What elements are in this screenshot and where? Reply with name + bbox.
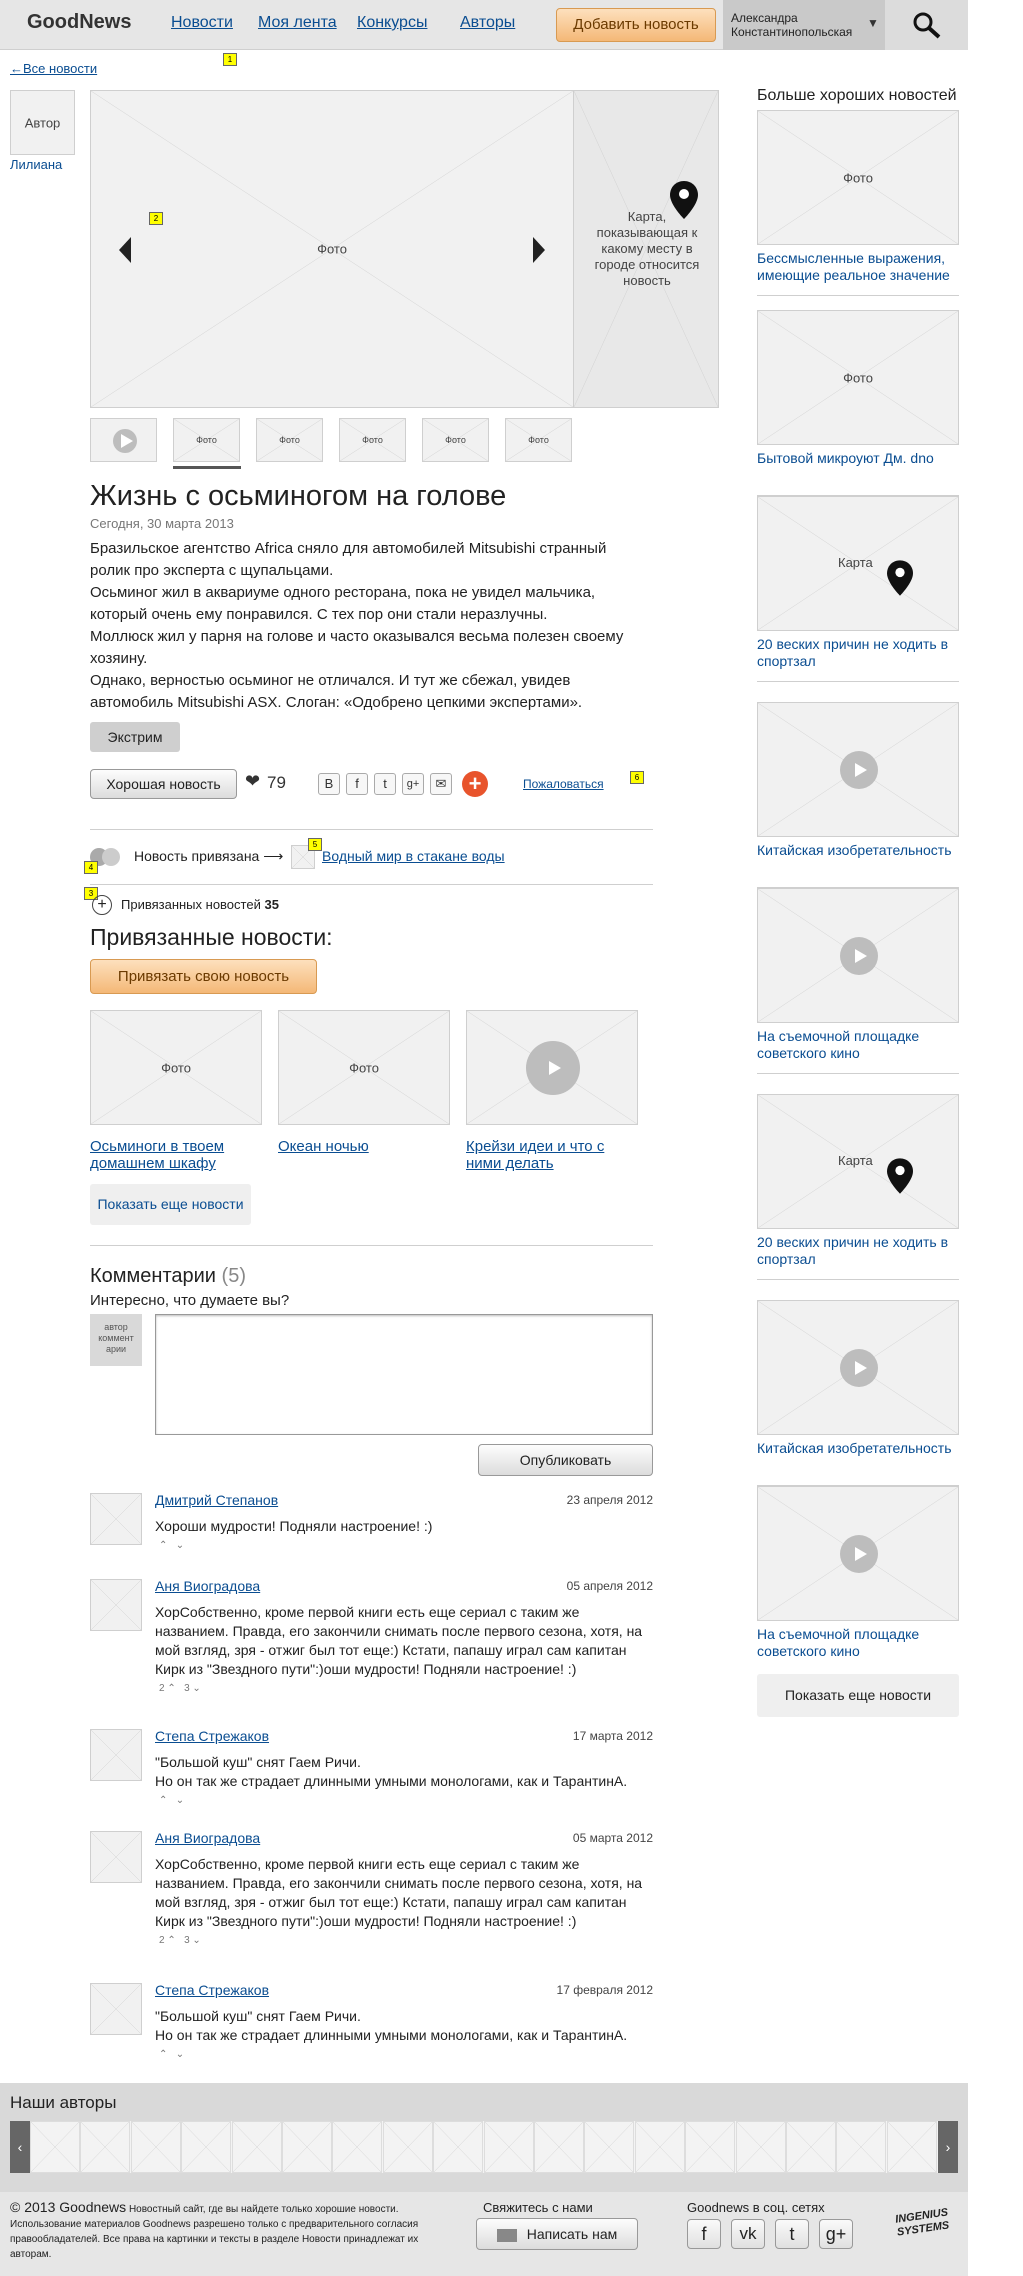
gallery-thumb[interactable] (422, 418, 489, 462)
comments-prompt: Интересно, что думаете вы? (90, 1292, 290, 1309)
search-button[interactable] (885, 0, 968, 50)
gallery-thumb[interactable] (339, 418, 406, 462)
commenter-avatar[interactable] (90, 1493, 142, 1545)
write-us-button[interactable] (476, 2218, 638, 2250)
play-icon (840, 937, 878, 975)
divider (90, 1245, 653, 1246)
commenter-avatar[interactable] (90, 1579, 142, 1631)
author-thumb[interactable] (131, 2121, 181, 2173)
authors-heading: Наши авторы (10, 2093, 117, 2112)
divider (90, 884, 653, 885)
add-binding-icon[interactable]: + (92, 895, 112, 915)
commenter-name[interactable]: Степа Стрежаков (155, 1728, 270, 1744)
envelope-icon (497, 2229, 517, 2242)
nav-contests[interactable]: Конкурсы (357, 14, 428, 31)
linked-count-value: 35 (264, 897, 279, 912)
divider (757, 295, 959, 296)
linked-heading: Привязанные новости: (90, 924, 333, 950)
article-paragraph: Бразильское агентство Africa сняло для автомобилей Mitsubishi странный ролик про эксперта с щупальцами. (90, 540, 607, 579)
comments-count: (5) (221, 1265, 246, 1287)
divider (757, 1279, 959, 1280)
sidebar-news-title[interactable]: 20 веских причин не ходить в спортзал (757, 636, 949, 669)
nav-news[interactable]: Новости (171, 14, 233, 31)
commenter-name[interactable]: Аня Виоградова (155, 1578, 261, 1594)
downvote-icon[interactable]: ⌄ (175, 1795, 185, 1806)
logo[interactable]: GoodNews (27, 11, 132, 33)
commenter-name[interactable]: Аня Виоградова (155, 1830, 261, 1846)
photo-label: Фото (843, 370, 873, 385)
author-thumb[interactable] (685, 2121, 735, 2173)
downvote-icon[interactable]: ⌄ (175, 1540, 185, 1551)
upvote-icon[interactable]: ⌃ (159, 2049, 168, 2060)
linked-news-video[interactable] (466, 1010, 638, 1125)
sidebar-news-map[interactable] (757, 1094, 959, 1229)
downvote-icon[interactable]: ⌄ (175, 2049, 185, 2060)
likes-count: 79 (267, 773, 286, 792)
heart-icon[interactable]: ❤ (245, 771, 261, 791)
copyright: © 2013 Goodnews (10, 2199, 127, 2215)
commenter-name[interactable]: Степа Стрежаков (155, 1982, 270, 1998)
sidebar-news-video[interactable] (757, 1300, 959, 1435)
note-3: 3 (84, 887, 98, 900)
linked-news-title[interactable]: Крейзи идеи и что с ними делать (466, 1138, 605, 1172)
twitter-share-icon[interactable]: t (374, 773, 396, 795)
sidebar-news-photo[interactable] (757, 310, 959, 445)
social-heading: Goodnews в соц. сетях (687, 2200, 825, 2215)
map-label: Карта (838, 1153, 873, 1168)
upvote-count: 2 (159, 1935, 165, 1946)
map-label: Карта (838, 555, 873, 570)
author-thumb[interactable] (80, 2121, 130, 2173)
comment-votes[interactable] (159, 1540, 184, 1551)
author-thumb[interactable] (484, 2121, 534, 2173)
twitter-icon[interactable]: t (775, 2219, 809, 2249)
author-thumb[interactable] (836, 2121, 886, 2173)
linked-news-photo[interactable] (278, 1010, 450, 1125)
authors-row (30, 2121, 938, 2173)
sidebar-news-title[interactable]: На съемочной площадке советского кино (757, 1626, 920, 1659)
author-thumb[interactable] (282, 2121, 332, 2173)
sidebar-news-video[interactable] (757, 702, 959, 837)
gallery-thumb-video[interactable] (90, 418, 157, 462)
gplus-share-icon[interactable]: g+ (402, 773, 424, 795)
play-icon (840, 1349, 878, 1387)
sidebar-news-title[interactable]: Китайская изобретательность (757, 1440, 952, 1456)
header (0, 0, 968, 50)
note-1: 1 (223, 53, 237, 66)
comment-date: 17 марта 2012 (572, 1729, 653, 1743)
nav-my-feed[interactable]: Моя лента (258, 14, 337, 31)
photo-label: Фото (349, 1060, 379, 1075)
comment-author-avatar (90, 1314, 142, 1366)
thumb-label: Фото (279, 435, 300, 445)
commenter-avatar[interactable] (90, 1983, 142, 2035)
thumb-label: Фото (528, 435, 549, 445)
upvote-icon[interactable]: ⌃ (167, 1683, 176, 1694)
linked-news-title[interactable]: Океан ночью (278, 1138, 369, 1155)
author-thumb[interactable] (30, 2121, 80, 2173)
user-name: Александра Константинопольская (731, 11, 853, 39)
sidebar-news-video[interactable] (757, 1486, 959, 1621)
upvote-count: 2 (159, 1683, 165, 1694)
author-thumb[interactable] (433, 2121, 483, 2173)
write-us-label: Написать нам (526, 2226, 618, 2242)
photo-label: Фото (161, 1060, 191, 1075)
footer-about (10, 2200, 450, 2262)
bind-own-news-button[interactable]: Привязать свою новость (90, 959, 317, 994)
author-thumb[interactable] (584, 2121, 634, 2173)
search-icon (912, 11, 942, 39)
sidebar-news-map[interactable] (757, 496, 959, 631)
divider (757, 681, 959, 682)
play-icon (526, 1041, 580, 1095)
sidebar-news-title[interactable]: Китайская изобретательность (757, 842, 952, 858)
author-thumb[interactable] (736, 2121, 786, 2173)
gallery-main-label: Фото (317, 241, 347, 257)
author-thumb[interactable] (332, 2121, 382, 2173)
map-label: Карта, показывающая к какому месту в городе относится новость (594, 209, 700, 288)
comment-textarea[interactable] (155, 1314, 653, 1435)
gallery-thumb-active-bar (173, 466, 241, 469)
comment-text: Хороши мудрости! Подняли настроение! :) (155, 1518, 433, 1534)
author-thumb[interactable] (887, 2121, 937, 2173)
thumb-label: Фото (196, 435, 217, 445)
downvote-icon[interactable]: ⌄ (192, 1935, 201, 1946)
complain-link[interactable]: Пожаловаться (523, 777, 604, 791)
tag-extreme[interactable]: Экстрим (90, 722, 180, 752)
sidebar-news-title[interactable]: Бессмысленные выражения, имеющие реальное значение (757, 250, 950, 283)
comment-votes[interactable] (159, 2049, 184, 2060)
user-menu[interactable] (723, 0, 885, 50)
note-5: 5 (308, 838, 322, 851)
note-6: 6 (630, 771, 644, 784)
authors-section (0, 2083, 968, 2192)
divider (757, 1073, 959, 1074)
article-title: Жизнь с осьминогом на голове (90, 480, 507, 512)
note-4: 4 (84, 861, 98, 874)
facebook-share-icon[interactable]: f (346, 773, 368, 795)
map-pin-icon (887, 560, 913, 596)
contact-heading: Свяжитесь с нами (483, 2200, 593, 2215)
gallery-thumb[interactable] (505, 418, 572, 462)
commenter-avatar[interactable] (90, 1831, 142, 1883)
comment-votes[interactable] (159, 1935, 201, 1946)
author-thumb[interactable] (786, 2121, 836, 2173)
author-thumb[interactable] (383, 2121, 433, 2173)
comment-votes[interactable] (159, 1683, 201, 1694)
add-news-button[interactable]: Добавить новость (556, 8, 716, 42)
comment-text: ХорСобственно, кроме первой книги есть еще сериал с таким же названием. Правда, его закончили снимать после первого сезона, хотя, на мой взгляд, зря - отжиг был тот еще:) Кстати, папашу играл сам капитан Кирк из "Звездного пути":)оши мудрости! Подняли настроение! :) (155, 1856, 643, 1929)
comment-votes[interactable] (159, 1795, 184, 1806)
note-2: 2 (149, 212, 163, 225)
comments-heading (90, 1265, 246, 1288)
commenter-name[interactable]: Дмитрий Степанов (155, 1492, 279, 1508)
good-news-button[interactable]: Хорошая новость (90, 769, 237, 799)
show-more-linked-button[interactable]: Показать еще новости (90, 1184, 251, 1225)
comment-date: 05 марта 2012 (572, 1831, 653, 1845)
upvote-icon[interactable]: ⌃ (167, 1935, 176, 1946)
article-paragraph: Моллюск жил у парня на голове и часто оказывался весьма полезен своему хозяину. (90, 628, 624, 667)
article-paragraph: Осьминог жил в аквариуме одного ресторана, пока не увидел мальчика, который очень ему понравился. С тех пор они стали неразлучны. (90, 584, 596, 623)
author-thumb[interactable] (534, 2121, 584, 2173)
comment-date: 17 февраля 2012 (556, 1983, 653, 1997)
avatar-label: автор коммент арии (98, 1322, 134, 1354)
upvote-icon[interactable]: ⌃ (159, 1795, 168, 1806)
about-text: Новостный сайт, где вы найдете только хорошие новости. Использование материалов Goodnews разрешено только с предварительного согласия правообладателей. Все права на картинки и тексты в разделе Новости принадлежат их авторам. (10, 2204, 419, 2260)
footer (0, 2192, 968, 2276)
comment-text: ХорСобственно, кроме первой книги есть еще сериал с таким же названием. Правда, его закончили снимать после первого сезона, хотя, на мой взгляд, зря - отжиг был тот еще:) Кстати, папашу играл сам капитан Кирк из "Звездного пути":)оши мудрости! Подняли настроение! :) (155, 1604, 643, 1677)
linked-news-photo[interactable] (90, 1010, 262, 1125)
chevron-down-icon: ▼ (867, 16, 879, 30)
sidebar-news-title[interactable]: 20 веских причин не ходить в спортзал (757, 1234, 949, 1267)
commenter-avatar[interactable] (90, 1729, 142, 1781)
play-icon (113, 429, 137, 453)
article-date: Сегодня, 30 марта 2013 (90, 516, 234, 531)
comment-text: "Большой куш" снят Гаем Ричи. Но он так же страдает длинными умными монологами, как и ТарантинА. (155, 2008, 628, 2043)
thumb-label: Фото (362, 435, 383, 445)
plus-share-icon[interactable]: + (462, 771, 488, 797)
comment-date: 05 апреля 2012 (566, 1579, 653, 1593)
downvote-icon[interactable]: ⌄ (192, 1683, 201, 1694)
facebook-icon[interactable]: f (687, 2219, 721, 2249)
divider (90, 829, 653, 830)
author-thumb[interactable] (635, 2121, 685, 2173)
article-paragraph: Однако, верностью осьминог не отличался. И тут же сбежал, увидев автомобиль Mitsubishi ASX. Слоган: «Одобрено цепкими экспертами». (90, 672, 583, 711)
bound-news-link[interactable]: Водный мир в стакане воды (322, 848, 505, 864)
author-thumb[interactable] (181, 2121, 231, 2173)
gplus-icon[interactable]: g+ (819, 2219, 853, 2249)
sidebar-show-more-button[interactable]: Показать еще новости (757, 1674, 959, 1717)
author-thumb[interactable] (232, 2121, 282, 2173)
linked-count-label: Привязанных новостей (121, 897, 261, 912)
gallery-thumb[interactable] (256, 418, 323, 462)
thumb-label: Фото (445, 435, 466, 445)
gallery-thumb[interactable] (173, 418, 240, 462)
article-body (90, 538, 650, 714)
gallery-next-icon[interactable] (533, 237, 545, 263)
comment-date: 23 апреля 2012 (566, 1493, 653, 1507)
downvote-count: 3 (184, 1935, 190, 1946)
downvote-count: 3 (184, 1683, 190, 1694)
linked-news-title[interactable]: Осьминоги в твоем домашнем шкафу (90, 1138, 225, 1172)
sidebar-news-video[interactable] (757, 888, 959, 1023)
publish-button[interactable]: Опубликовать (478, 1444, 653, 1476)
ingenius-logo: INGENIUS SYSTEMS (894, 2206, 950, 2239)
gallery-main-photo[interactable] (90, 90, 574, 408)
email-share-icon[interactable]: ✉ (430, 773, 452, 795)
linked-count (121, 897, 279, 912)
gallery-prev-icon[interactable] (119, 237, 131, 263)
sidebar-news-title[interactable]: Бытовой микроуют Дм. dno (757, 450, 934, 466)
authors-next-button[interactable]: › (938, 2121, 958, 2173)
comment-text: "Большой куш" снят Гаем Ричи. Но он так же страдает длинными умными монологами, как и ТарантинА. (155, 1754, 628, 1789)
sidebar-heading: Больше хороших новостей (757, 87, 957, 104)
back-link[interactable]: ←Все новости (10, 61, 98, 76)
upvote-icon[interactable]: ⌃ (159, 1540, 168, 1551)
nav-authors[interactable]: Авторы (460, 14, 516, 31)
sidebar-news-title[interactable]: На съемочной площадке советского кино (757, 1028, 920, 1061)
comments-title: Комментарии (90, 1265, 216, 1287)
vk-share-icon[interactable]: В (318, 773, 340, 795)
vk-icon[interactable]: vk (731, 2219, 765, 2249)
author-avatar-label: Автор (24, 115, 61, 130)
gallery-map[interactable] (573, 90, 719, 408)
play-icon (840, 751, 878, 789)
photo-label: Фото (843, 170, 873, 185)
bound-text: Новость привязана ⟶ (134, 848, 284, 864)
map-pin-icon (887, 1158, 913, 1194)
author-name[interactable]: Лилиана (10, 157, 63, 172)
author-avatar[interactable] (10, 90, 75, 155)
sidebar-news-photo[interactable] (757, 110, 959, 245)
authors-prev-button[interactable]: ‹ (10, 2121, 30, 2173)
play-icon (840, 1535, 878, 1573)
